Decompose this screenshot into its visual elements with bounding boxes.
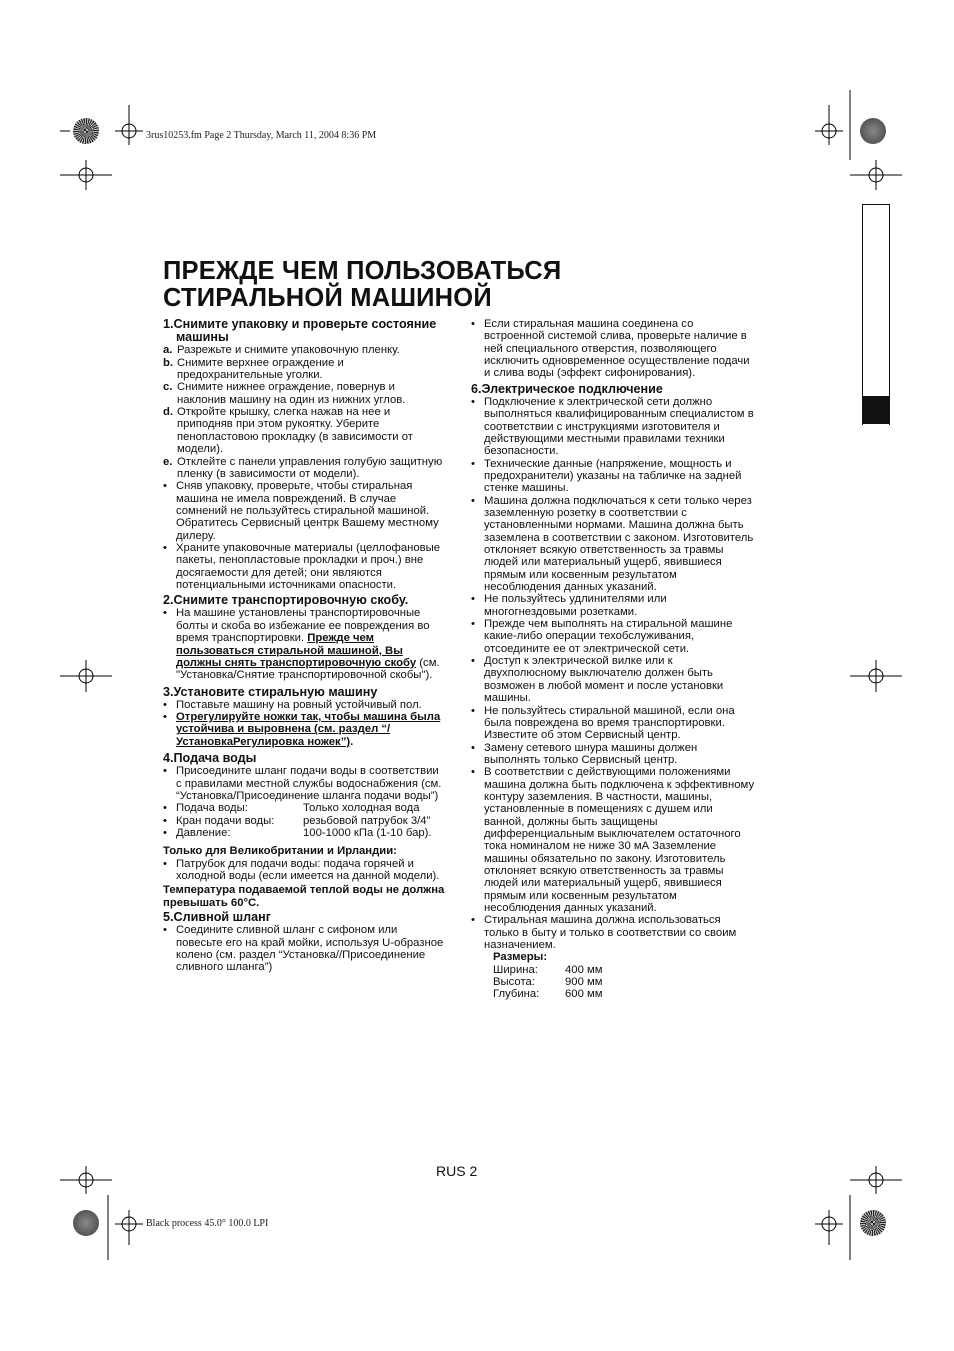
bullet-icon: • [471, 494, 475, 507]
list-item-text: В соответствии с действующими положениями машина должна быть подключена к эффективному контуру заземления. В частности, машины, установленные в помещениях с душем или ванной, должны быть защищены дифференциальным выключателем остаточного тока номиналом не ниже 30 мА Заземление машины обязательно по закону. Изготовитель отклоняет всякую ответственность за травмы людей или материальный ущерб, явившиеся прямым или косвенным результатом несоблюдения данных указаний. [484, 766, 755, 915]
dimension-value: 600 мм [565, 988, 603, 1001]
bullet-icon: • [163, 480, 167, 493]
dimension-label: Глубина: [493, 988, 540, 1001]
list-item-text: Если стиральная машина соединена со встроенной системой слива, проверьте наличие в ней специального отверстия, позволяющего исключить одновременное осуществление подачи и слива воды (эффект сифонирования). [484, 318, 750, 380]
dimension-value: 900 мм [565, 976, 603, 989]
step-text: Снимите нижнее ограждение, повернув и наклонив машину на один из нижних углов. [177, 381, 406, 406]
warning-underlined: Отрегулируйте ножки так, чтобы машина была устойчива и выровнена (см. раздел “/УстановкаРегулировка ножек”) [176, 711, 441, 748]
step-text: Отклейте с панели управления голубую защитную пленку (в зависимости от модели). [177, 455, 443, 480]
list-item-text: Замену сетевого шнура машины должен выполнять только Сервисный центр. [484, 741, 698, 766]
section-4-heading: 4.Подача воды [163, 751, 257, 766]
list-item [471, 766, 755, 914]
list-item [471, 396, 755, 458]
page-title [163, 258, 561, 312]
dimension-label: Ширина: [493, 963, 538, 976]
step-a [163, 344, 445, 356]
text-run: (см. "Установка/Снятие транспортировочной скобы"). [176, 656, 440, 682]
bullet-icon: • [163, 924, 167, 937]
spec-value: резьбовой патрубок 3/4” [303, 814, 431, 827]
section-1-heading: 1.Снимите упаковку и проверьте состояние машины [163, 317, 437, 345]
text-run: . [350, 735, 354, 748]
list-item [471, 458, 755, 495]
section-5-heading: 5.Сливной шланг [163, 910, 271, 925]
warning-underlined: Прежде чем пользоваться стиральной машиной, Вы должны снять транспортировочную скобу [176, 632, 417, 669]
dimension-row [471, 964, 755, 976]
list-item-text: Сняв упаковку, проверьте, чтобы стиральная машина не имела повреждений. В случае сомнений не пользуйтесь стиральной машиной. Обратитесь Сервисный центрк Вашему местному дилеру. [176, 480, 439, 542]
spec-row [163, 815, 445, 827]
bullet-icon: • [471, 766, 475, 779]
list-item [471, 593, 755, 618]
section-3-heading: 3.Установите стиральную машину [163, 684, 378, 699]
bullet-icon: • [471, 318, 475, 330]
bullet-icon: • [471, 655, 475, 668]
list-item [163, 858, 445, 883]
list-item-text: Машина должна подключаться к сети только через заземленную розетку в соответствии с установленными нормами. Машина должна быть заземлена в соответствии с законом. Изготовитель отклоняет всякую ответственность за травмы людей или материальный ущерб, явившиеся прямым или косвенным результатом несоблюдения данных указаний. [484, 494, 754, 594]
step-label: e. [163, 455, 173, 468]
step-d [163, 406, 445, 455]
list-item [163, 924, 445, 973]
list-item-text: Храните упаковочные материалы (целлофановые пакеты, пенопластовые прокладки и проч.) вне досягаемости для детей; они являются потенциальными источниками опасности. [176, 541, 441, 591]
bullet-icon: • [163, 607, 167, 620]
bullet-icon: • [471, 457, 475, 470]
list-item [163, 480, 445, 542]
dimension-value: 400 мм [565, 963, 603, 976]
bullet-icon: • [163, 765, 167, 778]
spec-row [163, 802, 445, 814]
bullet-icon: • [163, 857, 167, 870]
list-item [471, 495, 755, 594]
step-label: a. [163, 344, 173, 357]
list-item [163, 607, 445, 681]
spec-value: 100-1000 кПа (1-10 бар). [303, 827, 432, 840]
temperature-note: Температура подаваемой теплой воды не должна превышать 60°C. [163, 884, 445, 909]
right-column [471, 318, 755, 1001]
step-text: Снимите верхнее ограждение и предохранительные уголки. [177, 356, 344, 382]
bullet-icon: • [471, 395, 475, 408]
list-item [471, 318, 755, 380]
step-e [163, 456, 445, 481]
bullet-icon: • [471, 618, 475, 631]
bullet-icon: • [471, 704, 475, 717]
bullet-icon: • [471, 914, 475, 927]
list-item-text: Не пользуйтесь удлинителями или многогнездовыми розетками. [484, 593, 667, 618]
list-item-text: Технические данные (напряжение, мощность и предохранители) указаны на табличке на задней стенке машины. [484, 457, 742, 495]
step-label: d. [163, 406, 174, 419]
list-item [471, 618, 755, 655]
left-column [163, 318, 445, 974]
page-number: RUS 2 [436, 1163, 478, 1179]
list-item-text: Подключение к электрической сети должно выполняться квалифицированным специалистом в соответствии с инструкциями изготовителя и действующими местными правилами техники безопасности. [484, 395, 754, 458]
step-text: Откройте крышку, слегка нажав на нее и приподняв при этом рукоятку. Уберите пенопластовою прокладку (в зависимости от модели). [177, 406, 413, 456]
section-6-heading: 6.Электрическое подключение [471, 381, 663, 396]
language-tab [862, 204, 890, 425]
bullet-icon: • [471, 593, 475, 606]
list-item [163, 699, 445, 711]
file-info-header: 3rus10253.fm Page 2 Thursday, March 11, 2004 8:36 PM [146, 130, 377, 141]
list-item [471, 705, 755, 742]
list-item-text: Патрубок для подачи воды: подача горячей и холодной воды (если имеется на данной модели). [176, 857, 440, 883]
step-b [163, 357, 445, 382]
language-tab-filled [862, 396, 890, 424]
footer-print-info: Black process 45.0° 100.0 LPI [146, 1218, 269, 1229]
spec-label: Давление: [176, 827, 231, 840]
list-item [471, 655, 755, 704]
list-item [163, 542, 445, 591]
spec-label: Кран подачи воды: [176, 814, 275, 827]
text-run: На машине установлены транспортировочные болты и скоба во избежание ее повреждения во время транспортировки. [176, 607, 430, 645]
step-c [163, 381, 445, 406]
dimensions-heading: Размеры: [493, 951, 548, 964]
bullet-icon: • [163, 814, 167, 827]
spec-value: Только холодная вода [303, 802, 420, 815]
dimension-label: Высота: [493, 976, 535, 989]
list-item [163, 711, 445, 748]
list-item-text: Прежде чем выполнять на стиральной машине какие-либо операции техобслуживания, отсоедините ее от электрической сети. [484, 618, 733, 655]
spec-row [163, 827, 445, 839]
step-text: Разрежьте и снимите упаковочную пленку. [177, 344, 400, 357]
list-item [471, 914, 755, 951]
list-item-text: Соедините сливной шланг с сифоном или повесьте его на край мойки, используя U-образное колено (см. раздел “Установка//Присоединение сливного шланга”) [176, 924, 444, 974]
list-item-text: Не пользуйтесь стиральной машиной, если она была повреждена во время транспортировки. Известите об этом Сервисный центр. [484, 704, 735, 742]
page-title-line-1: ПРЕЖДЕ ЧЕМ ПОЛЬЗОВАТЬСЯ [163, 257, 562, 285]
bullet-icon: • [471, 741, 475, 754]
list-item-text: Стиральная машина должна использоваться только в быту и только в соответствии со своим назначением. [484, 914, 737, 952]
list-item-text: Присоедините шланг подачи воды в соответствии с правилами местной службы водоснабжения (см. “Установка/Присоединение шланга подачи воды”) [176, 765, 442, 803]
bullet-icon: • [163, 802, 167, 815]
bullet-icon: • [163, 827, 167, 840]
bullet-icon: • [163, 711, 167, 724]
list-item-text [176, 607, 445, 681]
step-label: c. [163, 381, 173, 394]
dimension-row [471, 988, 755, 1000]
page-title-line-2: СТИРАЛЬНОЙ МАШИНОЙ [163, 284, 492, 312]
list-item-text [176, 711, 445, 748]
list-item [163, 765, 445, 802]
list-item [471, 742, 755, 767]
bullet-icon: • [163, 698, 167, 711]
list-item-text: Поставьте машину на ровный устойчивый пол. [176, 698, 422, 711]
bullet-icon: • [163, 541, 167, 554]
spec-label: Подача воды: [176, 802, 248, 815]
section-2-heading: 2.Снимите транспортировочную скобу. [163, 593, 409, 608]
list-item-text: Доступ к электрической вилке или к двухполюсному выключателю должен быть возможен в любой момент и после установки машины. [484, 655, 724, 705]
step-label: b. [163, 356, 174, 369]
uk-heading: Только для Великобритании и Ирландии: [163, 845, 397, 858]
dimension-row [471, 976, 755, 988]
